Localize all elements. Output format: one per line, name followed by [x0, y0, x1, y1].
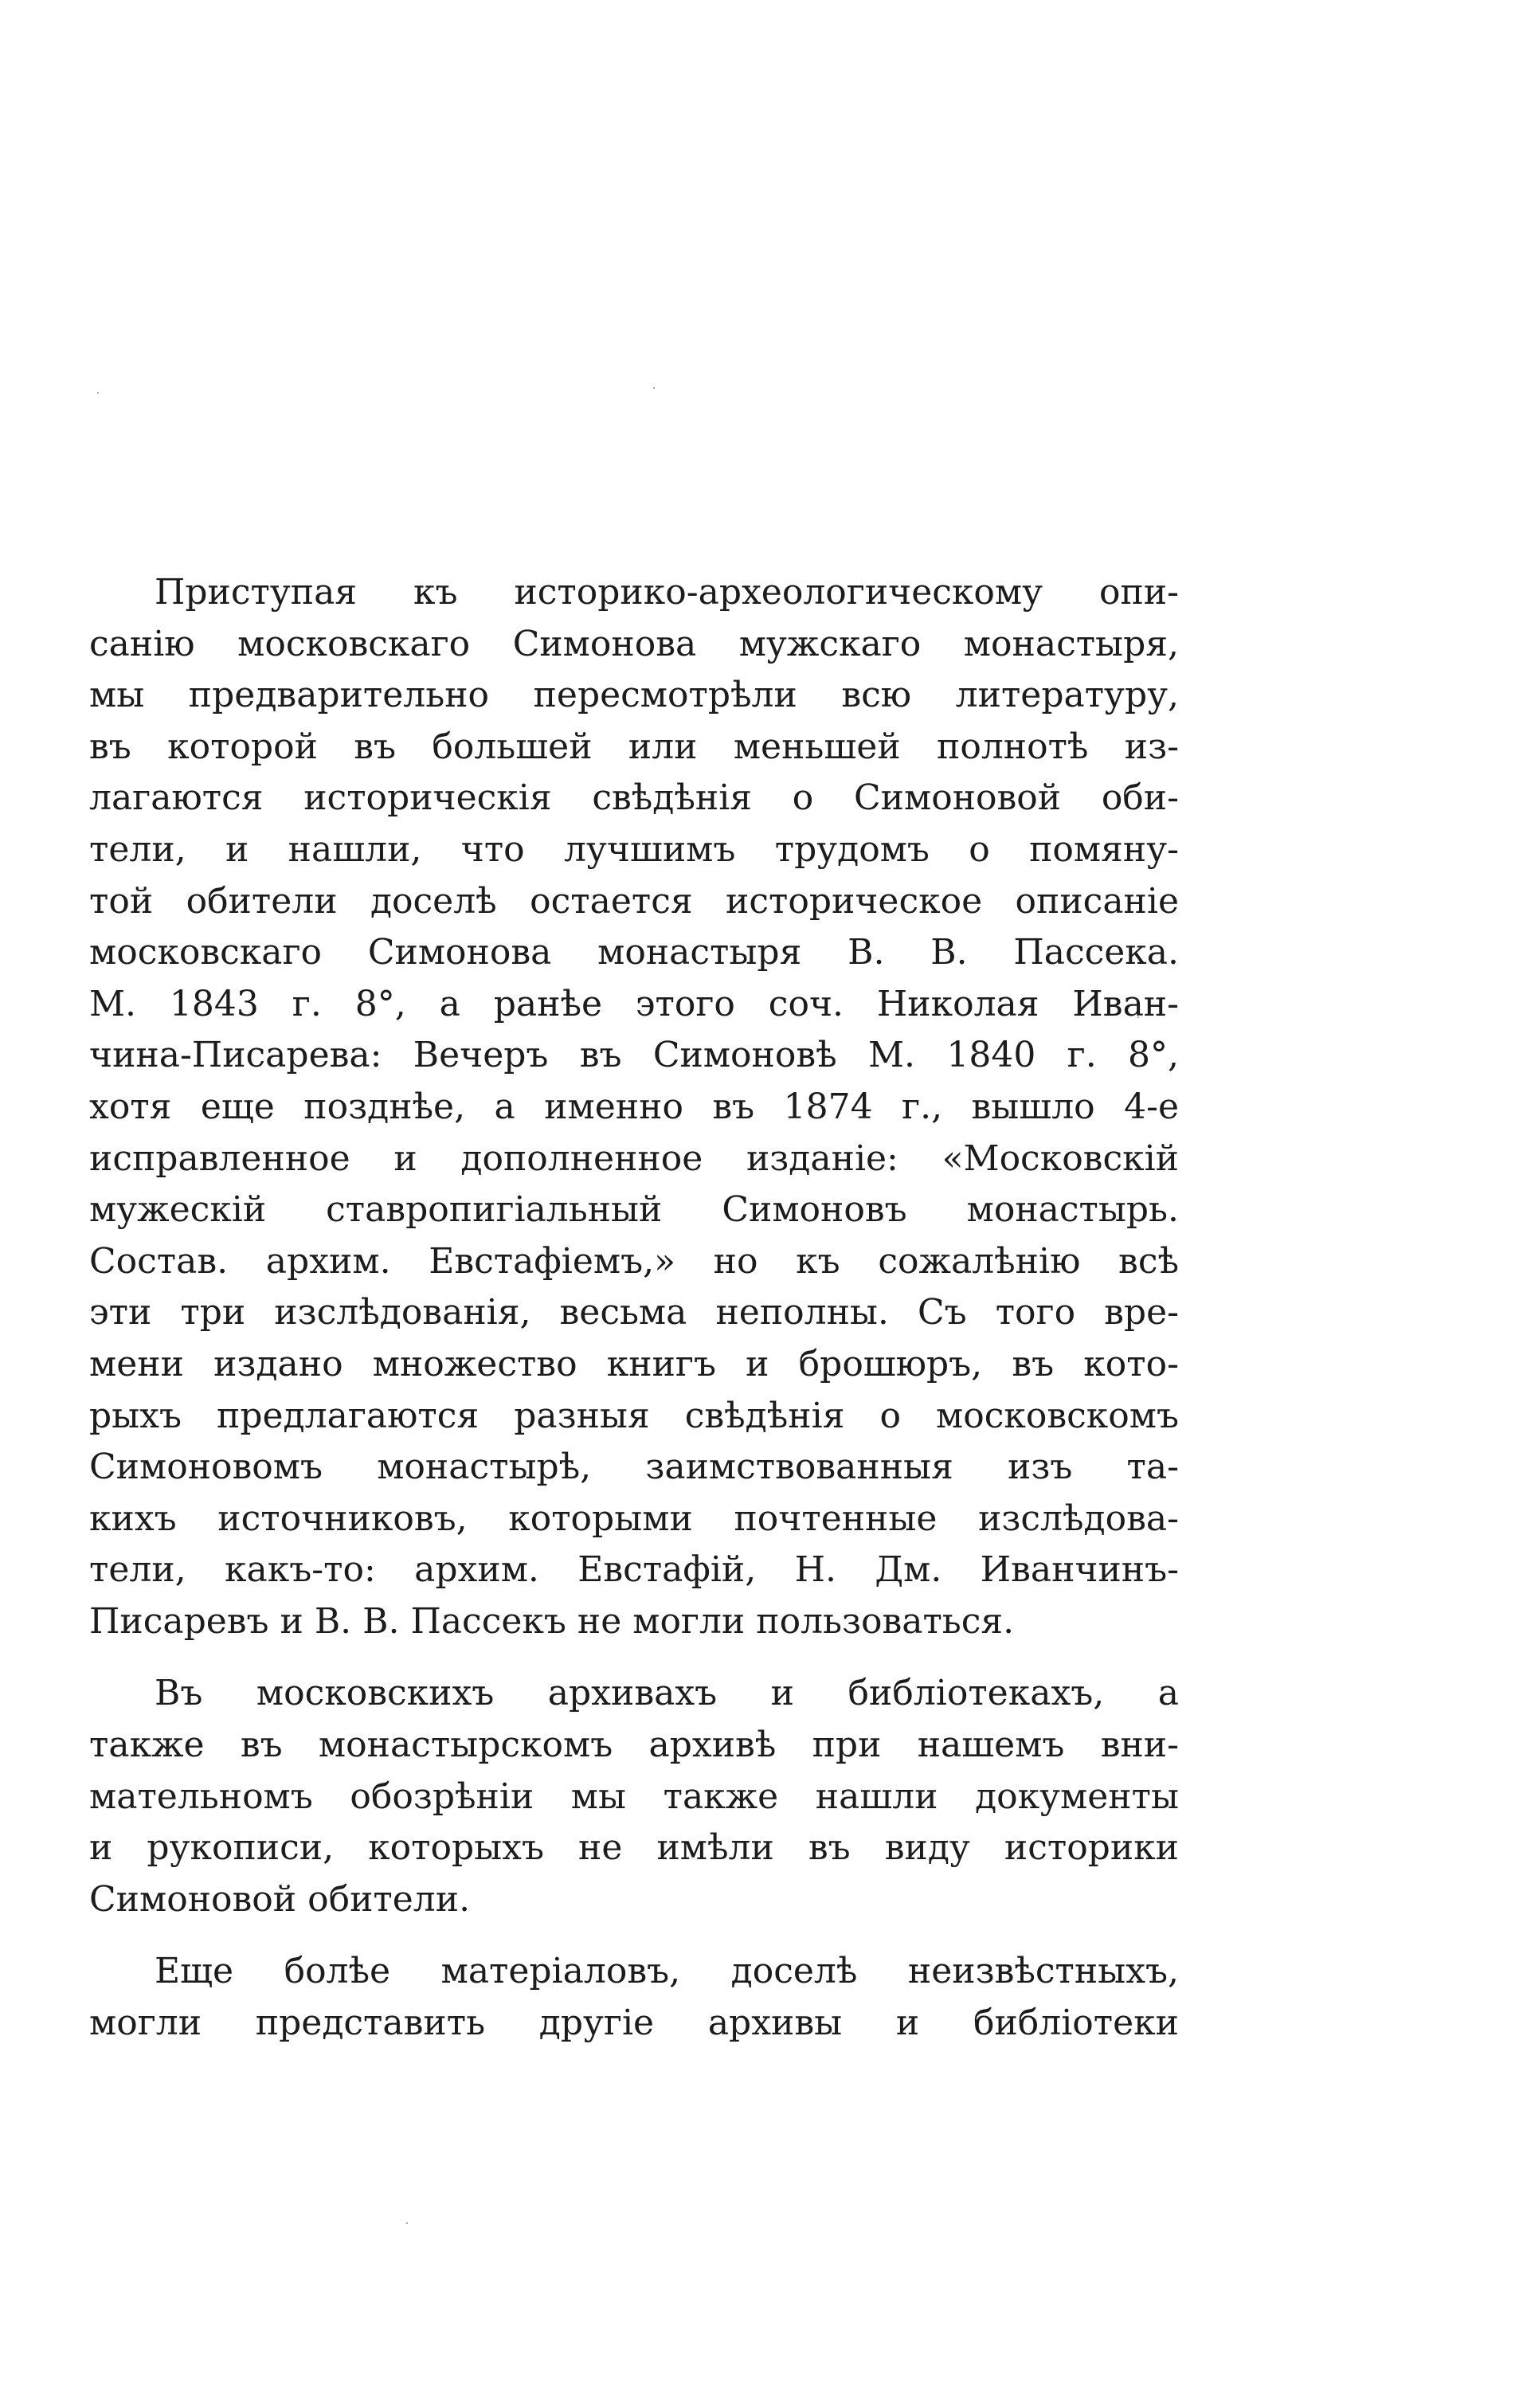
- paper-speck: [653, 387, 655, 389]
- text-line: московскаго Симонова монастыря В. В. Пассека.: [89, 932, 1179, 973]
- text-line: чина-Писарева: Вечеръ въ Симоновѣ М. 1840 г. 8°,: [89, 1035, 1179, 1076]
- text-line: Еще болѣе матеріаловъ, доселѣ неизвѣстныхъ,: [155, 1951, 1179, 1992]
- text-line: мени издано множество книгъ и брошюръ, въ кото-: [89, 1343, 1179, 1384]
- text-line: могли представить другіе архивы и библіотеки: [89, 2003, 1179, 2044]
- text-line: М. 1843 г. 8°, а ранѣе этого соч. Николая Иван-: [89, 983, 1179, 1024]
- text-line: Симоновомъ монастырѣ, заимствованныя изъ та-: [89, 1447, 1179, 1488]
- text-line: тели, и нашли, что лучшимъ трудомъ о помяну-: [89, 828, 1179, 870]
- text-line: тели, какъ-то: архим. Евстафій, Н. Дм. Иванчинъ-: [89, 1549, 1179, 1591]
- text-line: мы предварительно пересмотрѣли всю литературу,: [89, 675, 1179, 716]
- text-line: кихъ источниковъ, которыми почтенные изслѣдова-: [89, 1498, 1179, 1539]
- paper-speck: [406, 2222, 408, 2224]
- text-line: хотя еще позднѣе, а именно въ 1874 г., вышло 4-е: [89, 1086, 1179, 1127]
- text-line: эти три изслѣдованія, весьма неполны. Съ того вре-: [89, 1292, 1179, 1333]
- paragraph-2: [89, 1668, 1179, 1925]
- text-line: санію московскаго Симонова мужскаго монастыря,: [89, 623, 1179, 664]
- text-line: Писаревъ и В. В. Пассекъ не могли пользоваться.: [89, 1600, 1015, 1642]
- text-line: также въ монастырскомъ архивѣ при нашемъ вни-: [89, 1725, 1179, 1766]
- text-line: исправленное и дополненное изданіе: «Московскій: [89, 1137, 1179, 1179]
- text-line: Симоновой обители.: [89, 1878, 471, 1920]
- text-line: мужескій ставропигіальный Симоновъ монастырь.: [89, 1189, 1179, 1231]
- text-line: рыхъ предлагаются разныя свѣдѣнія о московскомъ: [89, 1395, 1179, 1436]
- paragraph-3: [89, 1946, 1179, 2049]
- paragraph-1: [89, 567, 1179, 1647]
- text-line: лагаются историческія свѣдѣнія о Симоновой оби-: [89, 777, 1179, 819]
- text-line: въ которой въ большей или меньшей полнотѣ из-: [89, 726, 1179, 767]
- text-line: Приступая къ историко-археологическому опи-: [155, 572, 1179, 613]
- body-text: [89, 567, 1179, 2050]
- paper-speck: [97, 392, 99, 394]
- text-line: той обители доселѣ остается историческое описаніе: [89, 880, 1179, 922]
- text-line: мательномъ обозрѣніи мы также нашли документы: [89, 1776, 1179, 1817]
- text-line: и рукописи, которыхъ не имѣли въ виду историки: [89, 1827, 1179, 1869]
- text-line: Состав. архим. Евстафіемъ,» но къ сожалѣнію всѣ: [89, 1240, 1179, 1282]
- text-line: Въ московскихъ архивахъ и библіотекахъ, а: [155, 1673, 1179, 1714]
